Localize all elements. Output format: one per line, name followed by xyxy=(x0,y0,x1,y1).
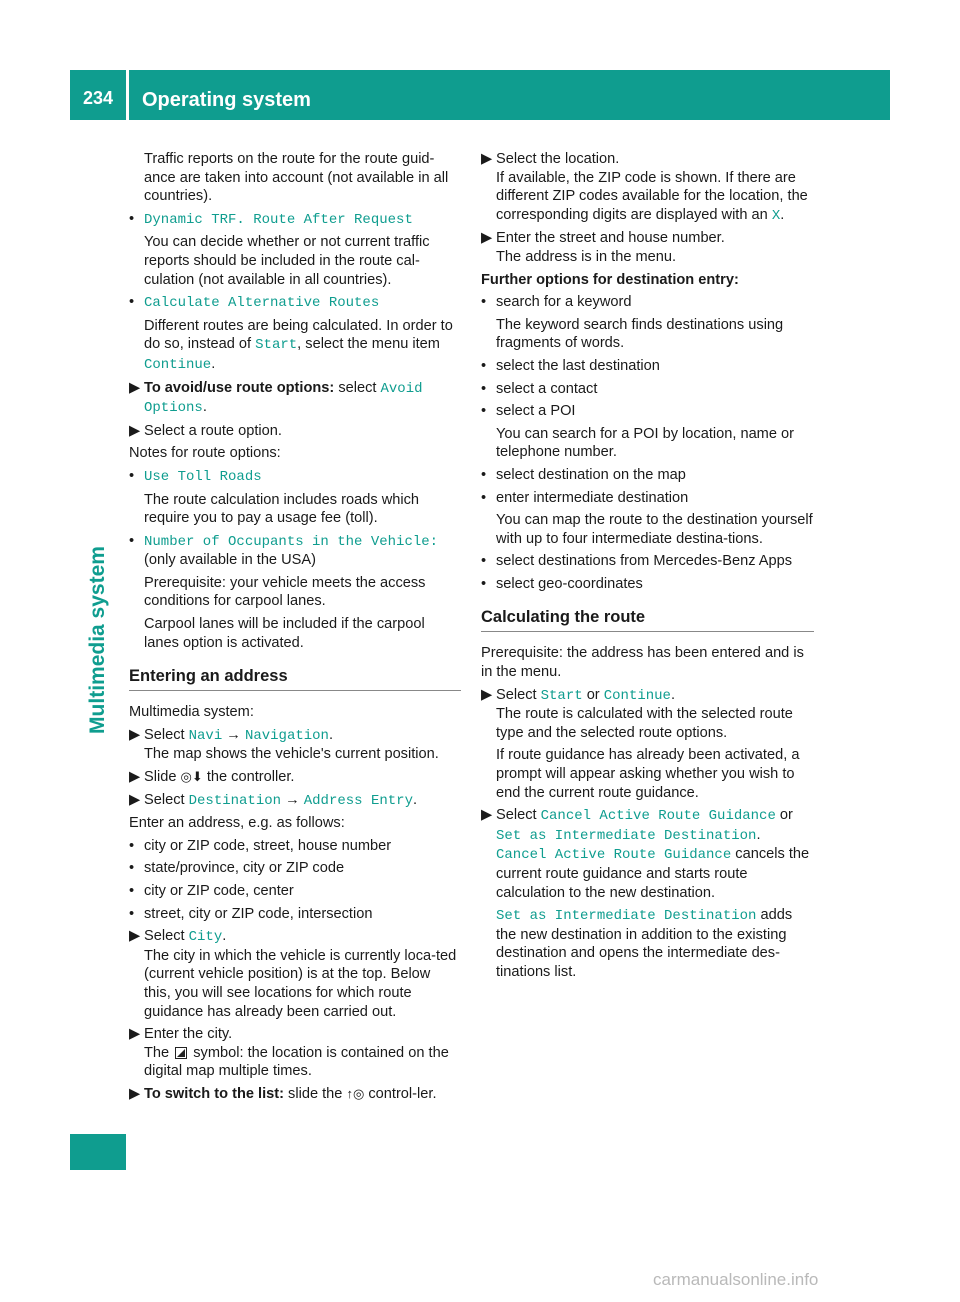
menu-option: Set as Intermediate Destination xyxy=(496,908,757,925)
paragraph: Traffic reports on the route for the route guid-ance are taken into account (not available in all countries). xyxy=(144,151,449,205)
bullet-marker: • xyxy=(129,294,135,311)
step-item: ▶ Select Cancel Active Route Guidance or Set as Intermediate Destination. Cancel Active Route Guidance cancels the current route guidance and starts route calculation to the new destination. xyxy=(481,807,810,901)
bullet-item: • street, city or ZIP code, intersection xyxy=(129,905,373,922)
step-marker: ▶ xyxy=(129,1085,141,1102)
paragraph: You can map the route to the destination yourself with up to four intermediate destina-tions. xyxy=(496,512,813,547)
paragraph: Set as Intermediate Destination adds the new destination in addition to the existing destination and opens the intermediate des-tinations list. xyxy=(496,907,793,980)
map-multiple-icon xyxy=(175,1047,187,1059)
bullet-marker: • xyxy=(481,380,487,397)
left-column xyxy=(129,150,461,1108)
bullet-item: • state/province, city or ZIP code xyxy=(129,860,345,877)
bullet-marker: • xyxy=(481,553,487,570)
menu-option: Calculate Alternative Routes xyxy=(144,295,380,312)
page-number: 234 xyxy=(82,88,114,108)
section-heading: Entering an address xyxy=(129,666,461,691)
menu-option: Continue xyxy=(144,356,212,373)
bullet-item xyxy=(129,467,461,487)
bullet-item: • search for a keyword xyxy=(481,294,632,311)
paragraph: The route calculation includes roads which require you to pay a usage fee (toll). xyxy=(144,491,420,527)
paragraph: Enter an address, e.g. as follows: xyxy=(129,815,345,832)
step-item: ▶ Select Navi → Navigation. The map shows the vehicle's current position. xyxy=(129,726,439,763)
sidebar-label-text: Multimedia system xyxy=(86,546,109,734)
paragraph: Carpool lanes will be included if the carpool lanes option is activated. xyxy=(144,616,425,651)
step-marker: ▶ xyxy=(481,686,493,703)
bullet-item: • city or ZIP code, center xyxy=(129,883,294,899)
paragraph: Different routes are being calculated. In order to do so, instead of Start, select the menu item Continue. xyxy=(144,317,453,373)
step-item: ▶ Select City. The city in which the vehicle is currently loca-ted (current vehicle position) is at the top. Below this, you will see locations for which route guidance has already been carried out. xyxy=(129,928,457,1020)
bullet-item: • Number of Occupants in the Vehicle: (only available in the USA) xyxy=(129,532,439,569)
menu-option: Cancel Active Route Guidance xyxy=(496,847,732,864)
bullet-item: • city or ZIP code, street, house number xyxy=(129,837,392,854)
menu-option: City xyxy=(188,929,223,946)
menu-option: Cancel Active Route Guidance xyxy=(540,808,776,825)
paragraph: The keyword search finds destinations using fragments of words. xyxy=(496,316,784,352)
bullet-marker: • xyxy=(129,883,135,899)
step-item: ▶ Enter the city. The symbol: the location is contained on the digital map multiple times. xyxy=(129,1026,449,1080)
header-divider xyxy=(126,70,129,120)
step-item: ▶ Select the location. If available, the ZIP code is shown. If there are different ZIP codes available for the location, the corresponding digits are displayed with an X. xyxy=(481,151,808,224)
bullet-marker: • xyxy=(481,403,487,420)
menu-option: Set as Intermediate Destination xyxy=(496,827,757,844)
menu-option: Avoid Options xyxy=(144,380,423,417)
step-marker: ▶ xyxy=(129,379,141,396)
step-marker: ▶ xyxy=(129,791,141,808)
bullet-marker: • xyxy=(129,860,135,877)
step-marker: ▶ xyxy=(129,1026,141,1043)
paragraph-heading: Further options for destination entry: xyxy=(481,271,739,288)
bullet-item: • select a POI xyxy=(481,403,576,420)
bullet-item: • select a contact xyxy=(481,380,598,397)
bullet-marker: • xyxy=(481,294,487,311)
bullet-marker: • xyxy=(481,466,487,483)
step-marker: ▶ xyxy=(129,928,141,945)
watermark: carmanualsonline.info xyxy=(653,1270,819,1289)
section-heading: Calculating the route xyxy=(481,607,814,632)
step-marker: ▶ xyxy=(481,230,493,247)
menu-option: Start xyxy=(540,687,583,704)
menu-option: Address Entry xyxy=(303,792,413,809)
paragraph: Prerequisite: your vehicle meets the access conditions for carpool lanes. xyxy=(144,574,426,610)
bullet-item: • select destinations from Mercedes-Benz Apps xyxy=(481,553,793,570)
paragraph: If route guidance has already been activated, a prompt will appear asking whether you wish to end the current route guidance. xyxy=(496,747,800,801)
bullet-marker: • xyxy=(481,575,487,592)
step-marker: ▶ xyxy=(129,769,141,786)
paragraph: Notes for route options: xyxy=(129,445,281,462)
bullet-marker: • xyxy=(481,489,487,506)
controller-slide-up-icon: ↑◎ xyxy=(346,1085,365,1101)
step-item: ▶ To switch to the list: slide the ↑◎ control-ler. xyxy=(129,1085,437,1102)
step-marker: ▶ xyxy=(129,422,141,439)
paragraph: Multimedia system: xyxy=(129,704,254,721)
bullet-item xyxy=(129,293,461,313)
bullet-marker: • xyxy=(129,837,135,854)
step-item: ▶ Select Destination → Address Entry. xyxy=(129,791,418,809)
menu-option: Continue xyxy=(603,687,671,704)
step-item: ▶ Select Start or Continue. The route is calculated with the selected route type and the selected route options. xyxy=(481,686,793,741)
menu-option: Start xyxy=(255,337,298,354)
arrow-icon: → xyxy=(281,791,304,808)
step-marker: ▶ xyxy=(481,151,493,167)
bullet-item: • select destination on the map xyxy=(481,466,686,483)
step-item: ▶ Slide ◎⬇ the controller. xyxy=(129,769,295,786)
menu-option: Navi xyxy=(188,727,223,744)
paragraph: You can decide whether or not current traffic reports should be included in the route cal-culation (not available in all countries). xyxy=(144,234,430,288)
bullet-marker: • xyxy=(129,210,135,227)
right-column xyxy=(481,150,814,986)
bullet-marker: • xyxy=(129,467,135,484)
bullet-item: • enter intermediate destination xyxy=(481,489,689,506)
menu-option: Dynamic TRF. Route After Request xyxy=(144,211,413,228)
step-marker: ▶ xyxy=(481,807,493,824)
controller-slide-down-icon: ◎⬇ xyxy=(180,769,203,785)
step-item: ▶ To avoid/use route options: select Avoid Options. xyxy=(129,379,423,417)
menu-option: Navigation xyxy=(244,727,329,744)
bullet-item: • select the last destination xyxy=(481,357,660,374)
paragraph: Prerequisite: the address has been entered and is in the menu. xyxy=(481,645,804,681)
bullet-item xyxy=(129,210,461,230)
arrow-icon: → xyxy=(222,726,245,743)
sidebar-block xyxy=(70,1134,126,1170)
step-marker: ▶ xyxy=(129,726,141,743)
menu-option: X xyxy=(771,207,781,224)
step-item: ▶ Select a route option. xyxy=(129,422,282,439)
menu-option: Number of Occupants in the Vehicle: xyxy=(144,533,439,550)
menu-option: Use Toll Roads xyxy=(144,468,262,485)
bullet-marker: • xyxy=(481,357,487,374)
bullet-item: • select geo-coordinates xyxy=(481,575,643,592)
menu-option: Destination xyxy=(188,792,282,809)
step-item: ▶ Enter the street and house number. The address is in the menu. xyxy=(481,230,725,265)
bullet-marker: • xyxy=(129,532,135,549)
page-title: Operating system xyxy=(142,89,311,111)
page-header xyxy=(70,70,890,120)
bullet-marker: • xyxy=(129,905,135,922)
paragraph: You can search for a POI by location, name or telephone number. xyxy=(496,425,794,461)
